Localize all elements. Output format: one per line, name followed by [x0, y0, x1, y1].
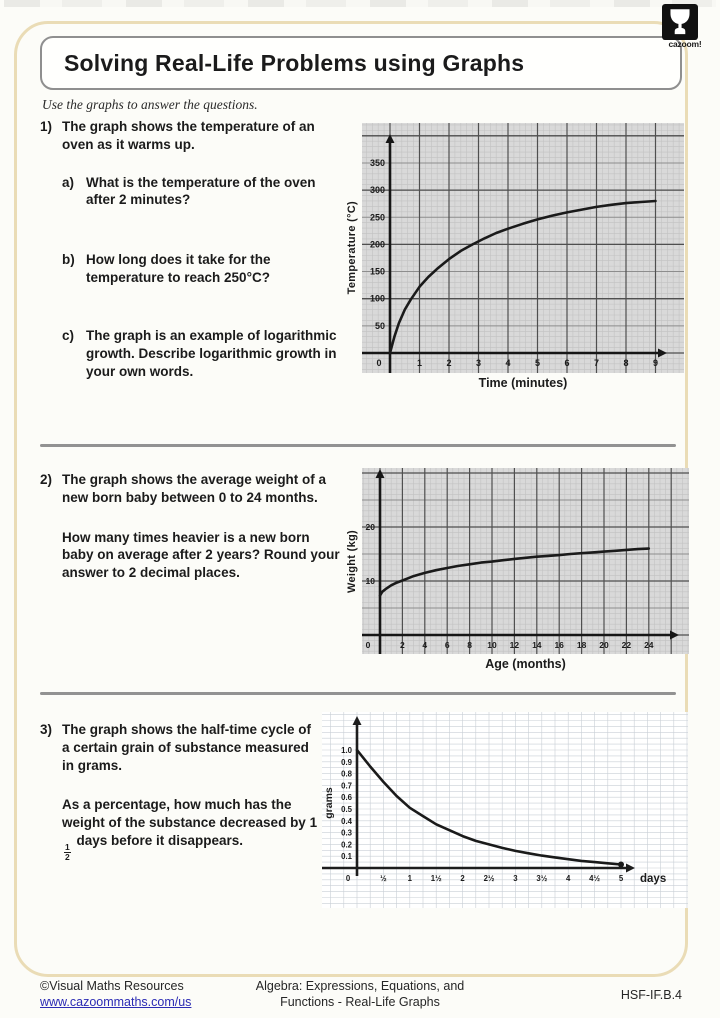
svg-text:4: 4: [566, 874, 571, 883]
standard-code: HSF-IF.B.4: [620, 988, 682, 1002]
baby-weight-chart: [362, 468, 689, 654]
fraction-one-half: $\frac{1}{2}$: [65, 842, 70, 862]
question-intro: The graph shows the average weight of a new born baby between 0 to 24 months.: [62, 472, 327, 505]
svg-text:5: 5: [618, 874, 624, 883]
svg-text:18: 18: [576, 640, 587, 650]
svg-text:4½: 4½: [589, 874, 601, 883]
section-divider: [40, 444, 676, 447]
svg-text:6: 6: [444, 640, 450, 650]
question-1-section: [40, 118, 684, 390]
question-number: 1): [40, 119, 53, 134]
half-life-chart-block: [322, 712, 688, 908]
question-body: [62, 796, 318, 861]
svg-text:0.1: 0.1: [341, 852, 352, 862]
svg-text:10: 10: [487, 640, 497, 650]
svg-text:3½: 3½: [536, 874, 548, 883]
question-body-text: days before it disappears.: [76, 833, 244, 849]
svg-text:0.2: 0.2: [341, 840, 352, 850]
svg-text:0.9: 0.9: [341, 757, 352, 767]
part-text: The graph is an example of logarithmic growth. Describe logarithmic growth in your own words.: [86, 327, 337, 379]
question-3-section: [40, 706, 688, 908]
svg-text:1.0: 1.0: [341, 746, 352, 755]
svg-text:days: days: [640, 873, 667, 885]
svg-text:7: 7: [593, 358, 600, 368]
x-axis-label: Age (months): [485, 657, 566, 671]
part-label: c): [62, 327, 75, 343]
question-3-text-block: [40, 721, 318, 908]
question-number: 3): [40, 722, 53, 737]
question-body: How many times heavier is a new born baby on average after 2 years? Round your answer to 2 decimal places.: [62, 529, 340, 581]
oven-temperature-chart: [362, 123, 684, 373]
svg-text:50: 50: [374, 320, 385, 331]
x-axis-label: Time (minutes): [478, 376, 568, 390]
scan-artifact-strip: [4, 0, 716, 7]
svg-text:20: 20: [599, 640, 609, 650]
category-line-2: Functions - Real-Life Graphs: [280, 994, 440, 1009]
svg-text:0.6: 0.6: [341, 793, 352, 803]
svg-text:0.3: 0.3: [341, 828, 352, 838]
svg-text:8: 8: [623, 358, 629, 368]
svg-text:3: 3: [513, 874, 518, 883]
svg-text:20: 20: [365, 522, 375, 532]
cazoom-logo-icon: [662, 4, 698, 40]
svg-text:4: 4: [505, 358, 511, 368]
svg-text:24: 24: [644, 640, 654, 650]
part-label: b): [62, 252, 75, 268]
svg-text:0.7: 0.7: [341, 781, 352, 791]
svg-text:150: 150: [369, 266, 385, 277]
part-text: What is the temperature of the oven after 2 minutes?: [86, 174, 316, 208]
svg-text:0: 0: [365, 640, 371, 650]
worksheet-header: [40, 36, 682, 90]
question-number: 2): [40, 472, 53, 487]
section-divider: [40, 692, 676, 695]
svg-text:0: 0: [376, 358, 382, 368]
copyright-text: ©Visual Maths Resources: [40, 979, 184, 993]
svg-text:0.8: 0.8: [341, 769, 352, 779]
svg-text:4: 4: [422, 640, 428, 650]
svg-text:2½: 2½: [483, 874, 495, 883]
question-1-text-block: [40, 118, 342, 390]
baby-weight-chart-block: [346, 468, 689, 671]
part-label: a): [62, 174, 75, 190]
svg-text:14: 14: [532, 640, 542, 650]
svg-text:9: 9: [652, 358, 659, 368]
svg-text:0: 0: [345, 874, 351, 883]
oven-temperature-chart-block: [346, 123, 684, 390]
svg-text:100: 100: [369, 293, 385, 304]
svg-text:250: 250: [369, 212, 385, 223]
question-intro: The graph shows the temperature of an oven as it warms up.: [62, 119, 315, 152]
svg-text:0.4: 0.4: [341, 816, 352, 826]
svg-text:350: 350: [369, 157, 385, 168]
svg-text:3: 3: [475, 358, 482, 368]
category-line-1: Algebra: Expressions, Equations, and: [255, 979, 465, 993]
cazoom-logo-text: cazoom!: [668, 39, 702, 49]
svg-text:200: 200: [369, 239, 385, 250]
svg-text:10: 10: [365, 576, 375, 586]
half-life-chart: [322, 712, 688, 908]
page-title: Solving Real-Life Problems using Graphs: [64, 49, 525, 76]
question-body-text: As a percentage, how much has the weight of the substance decreased by 1: [62, 797, 318, 831]
svg-text:2: 2: [446, 358, 452, 368]
question-2-text-block: [40, 471, 342, 671]
svg-text:0.5: 0.5: [341, 805, 352, 814]
question-intro: The graph shows the half-time cycle of a certain grain of substance measured in grams.: [62, 722, 312, 773]
svg-text:22: 22: [621, 640, 632, 650]
svg-text:½: ½: [380, 874, 387, 883]
svg-text:1: 1: [416, 358, 423, 368]
y-axis-label: Temperature (°C): [346, 201, 358, 295]
svg-text:2: 2: [400, 640, 405, 650]
cazoom-logo: [662, 4, 708, 49]
svg-text:grams: grams: [323, 787, 335, 819]
svg-text:2: 2: [460, 874, 465, 883]
part-text: How long does it take for the temperature to reach 250°C?: [86, 252, 271, 286]
instructions-text: Use the graphs to answer the questions.: [42, 97, 258, 112]
question-2-section: [40, 456, 689, 671]
svg-text:1½: 1½: [430, 874, 442, 883]
svg-text:1: 1: [407, 874, 412, 883]
svg-text:300: 300: [369, 185, 385, 196]
svg-text:12: 12: [509, 640, 520, 650]
y-axis-label: Weight (kg): [346, 529, 358, 593]
svg-text:5: 5: [534, 358, 541, 368]
svg-text:6: 6: [564, 358, 570, 368]
svg-text:16: 16: [554, 640, 564, 650]
svg-text:8: 8: [467, 640, 472, 650]
website-link[interactable]: www.cazoommaths.com/us: [40, 994, 192, 1009]
